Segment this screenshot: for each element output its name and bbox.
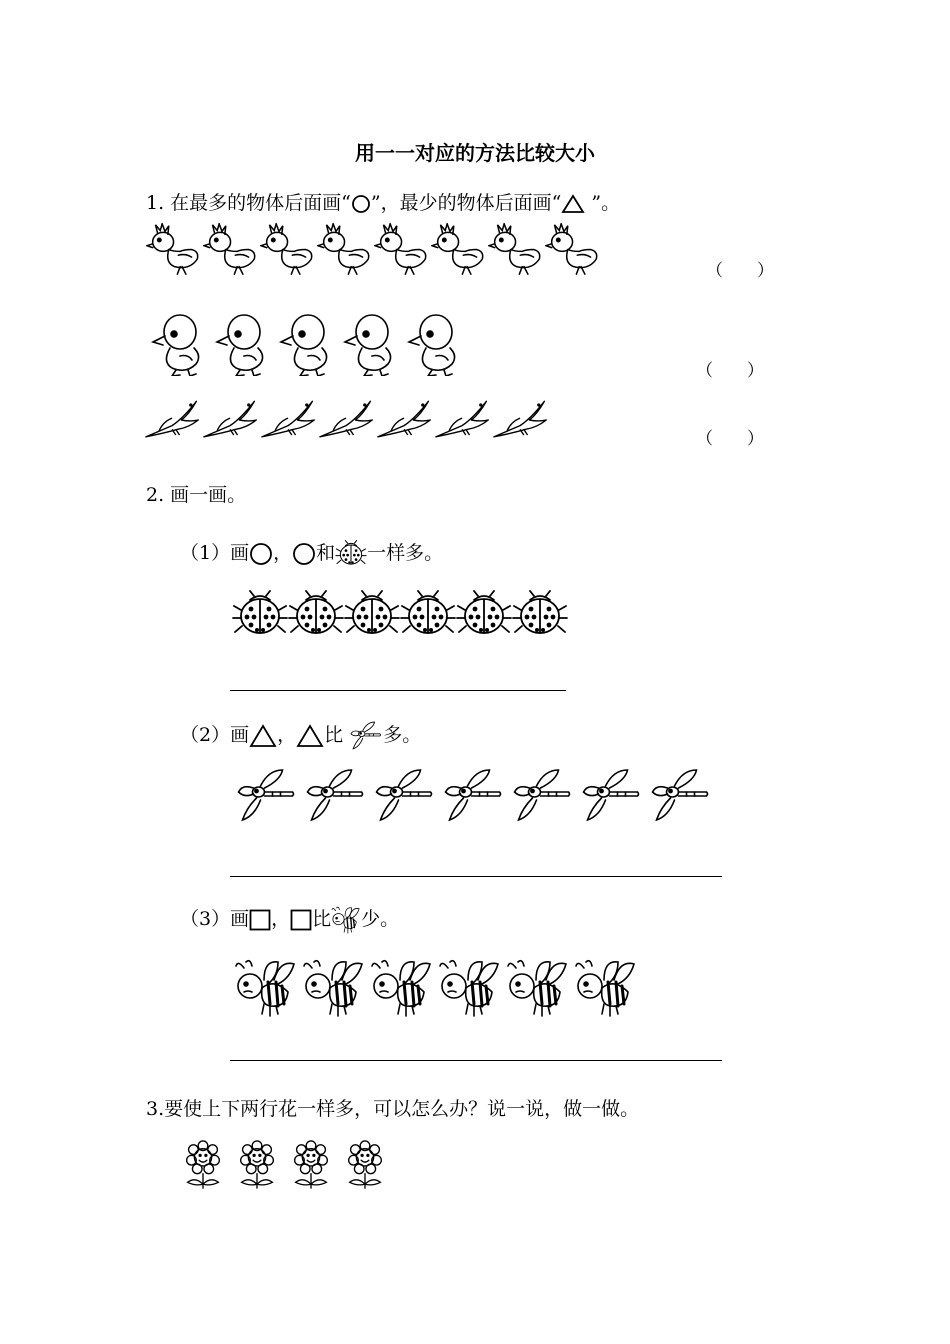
dragonfly-icon — [232, 768, 301, 824]
triangle-icon — [296, 724, 324, 748]
bee-row — [232, 958, 640, 1018]
ladybug-icon — [400, 590, 456, 640]
page-title: 用一一对应的方法比较大小 — [355, 141, 595, 165]
bee-icon — [504, 958, 572, 1018]
gull-icon — [376, 396, 434, 444]
gull-row — [144, 396, 550, 444]
triangle-icon — [249, 724, 277, 748]
answer-blank-1[interactable]: （ ） — [706, 261, 774, 281]
circle-icon — [292, 542, 316, 566]
chick-icon — [317, 222, 374, 277]
dragonfly-icon — [370, 768, 439, 824]
question-3-prompt: 3.要使上下两行花一样多，可以怎么办？说一说，做一做。 — [146, 1098, 640, 1120]
answer-line-3[interactable] — [230, 1060, 722, 1061]
chick-row — [146, 222, 602, 277]
dragonfly-icon — [349, 721, 383, 751]
chick-icon — [374, 222, 431, 277]
chick-icon — [146, 222, 203, 277]
square-icon — [249, 909, 271, 931]
duckling-row — [146, 312, 466, 376]
bee-icon — [232, 958, 300, 1018]
dragonfly-icon — [577, 768, 646, 824]
dragonfly-icon — [439, 768, 508, 824]
flower-icon — [176, 1140, 230, 1190]
chick-icon — [203, 222, 260, 277]
bee-icon — [436, 958, 504, 1018]
ladybug-icon — [288, 590, 344, 640]
question-2-prompt: 2. 画一画。 — [146, 484, 247, 506]
bee-icon — [300, 958, 368, 1018]
gull-icon — [144, 396, 202, 444]
gull-icon — [260, 396, 318, 444]
ladybug-row — [232, 590, 568, 640]
duckling-icon — [210, 312, 274, 376]
flower-row — [176, 1140, 392, 1190]
answer-line-1[interactable] — [230, 690, 566, 691]
duckling-icon — [338, 312, 402, 376]
circle-icon — [249, 542, 273, 566]
chick-icon — [431, 222, 488, 277]
question-2-3-prompt: （3）画 ， 比 少。 — [180, 904, 399, 935]
ladybug-icon — [456, 590, 512, 640]
duckling-icon — [146, 312, 210, 376]
dragonfly-icon — [646, 768, 715, 824]
answer-blank-2[interactable]: （ ） — [696, 361, 764, 381]
flower-icon — [284, 1140, 338, 1190]
circle-icon — [351, 194, 371, 214]
dragonfly-icon — [508, 768, 577, 824]
gull-icon — [434, 396, 492, 444]
ladybug-icon — [512, 590, 568, 640]
question-1-prompt: 1. 在最多的物体后面画“ ”，最少的物体后面画“ ”。 — [146, 192, 621, 214]
ladybug-icon — [344, 590, 400, 640]
question-2-1-prompt: （1）画 ， 和 一样多。 — [180, 538, 443, 568]
flower-icon — [338, 1140, 392, 1190]
gull-icon — [492, 396, 550, 444]
bee-icon — [572, 958, 640, 1018]
duckling-icon — [402, 312, 466, 376]
bee-icon — [368, 958, 436, 1018]
gull-icon — [318, 396, 376, 444]
chick-icon — [488, 222, 545, 277]
dragonfly-row — [232, 768, 715, 824]
dragonfly-icon — [301, 768, 370, 824]
ladybug-icon — [335, 540, 367, 568]
ladybug-icon — [232, 590, 288, 640]
answer-line-2[interactable] — [230, 876, 722, 877]
gull-icon — [202, 396, 260, 444]
square-icon — [290, 909, 312, 931]
chick-icon — [260, 222, 317, 277]
bee-icon — [331, 905, 361, 935]
triangle-icon — [561, 194, 585, 214]
question-2-2-prompt: （2）画 ， 比 多。 — [180, 720, 421, 751]
duckling-icon — [274, 312, 338, 376]
chick-icon — [545, 222, 602, 277]
answer-blank-3[interactable]: （ ） — [696, 429, 764, 449]
flower-icon — [230, 1140, 284, 1190]
